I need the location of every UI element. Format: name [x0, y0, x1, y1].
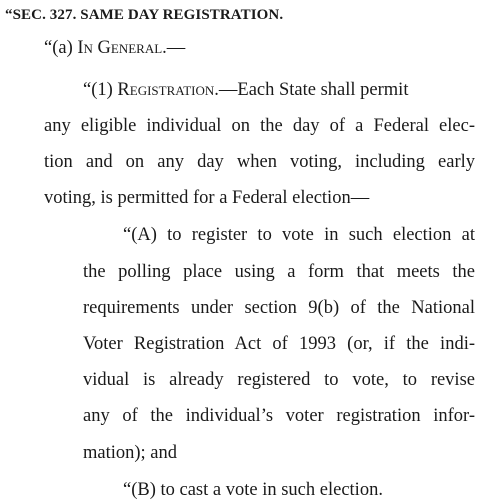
paragraph-1-marker: “(1)	[83, 80, 113, 100]
subparagraph-a-line: requirements under section 9(b) of the National	[83, 298, 475, 318]
subparagraph-a-line: any of the individual’s voter registration infor-	[83, 406, 475, 426]
subparagraph-a-line: the polling place using a form that meets the	[83, 262, 475, 282]
subsection-a-marker: “(a)	[44, 38, 73, 58]
paragraph-1-line: voting, is permitted for a Federal election—	[44, 188, 370, 208]
section-heading: “SEC. 327. SAME DAY REGISTRATION.	[5, 7, 284, 23]
subparagraph-b-line: “(B) to cast a vote in such election.	[123, 480, 383, 500]
paragraph-1-first-line	[83, 78, 475, 102]
subparagraph-a-line: mation); and	[83, 443, 178, 463]
paragraph-1-line: any eligible individual on the day of a Federal elec-	[44, 116, 475, 136]
paragraph-1-line: —Each State shall permit	[218, 80, 409, 100]
subsection-a-heading	[44, 36, 185, 60]
subparagraph-a-line: Voter Registration Act of 1993 (or, if the indi-	[83, 334, 475, 354]
paragraph-1-caption: Registration.	[117, 80, 219, 100]
subparagraph-a-line: “(A) to register to vote in such election at	[123, 225, 475, 245]
paragraph-1-line: tion and on any day when voting, including early	[44, 152, 475, 172]
subsection-a-caption: In General.—	[77, 38, 186, 58]
subparagraph-a-line: vidual is already registered to vote, to revise	[83, 370, 475, 390]
